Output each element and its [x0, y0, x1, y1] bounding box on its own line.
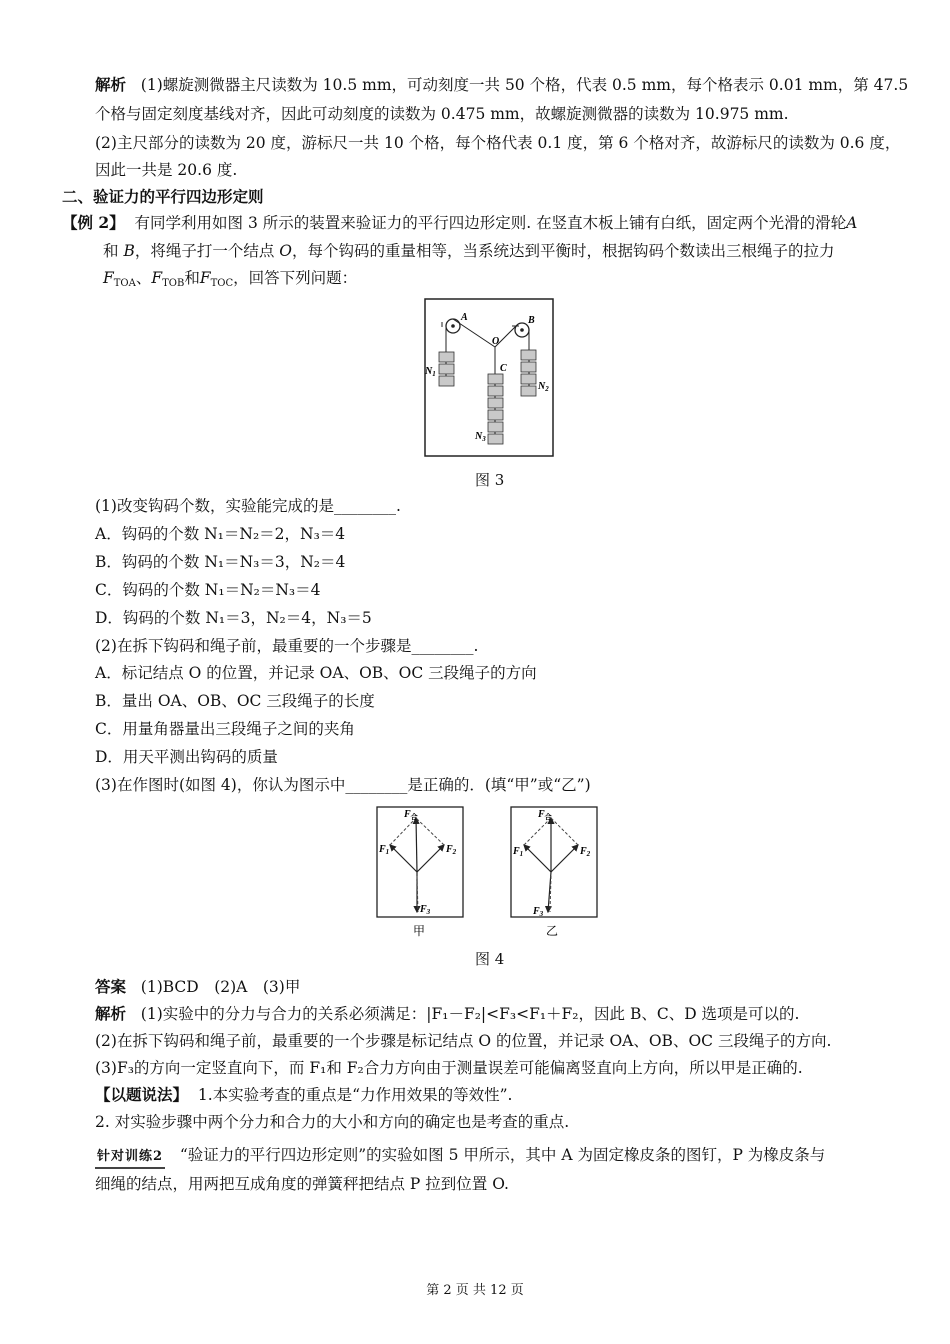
example-text-and: 和	[103, 242, 119, 260]
label-n1-sub: 1	[432, 370, 436, 378]
q2-option-c: C．用量角器量出三段绳子之间的夹角	[95, 720, 355, 738]
label-n3-sub: 3	[482, 435, 486, 443]
analysis1-line-3: (2)主尺部分的读数为 20 度，游标尺一共 10 个格，每个格代表 0.1 度，第 6 个格对齐，故游标尺的读数为 0.6 度，	[95, 134, 901, 152]
label-n2: N	[538, 381, 546, 392]
analysis1-label: 解析	[95, 75, 127, 94]
q2-stem: (2)在拆下钩码和绳子前，最重要的一个步骤是________.	[95, 637, 479, 655]
analysis1-line-2: 个格与固定刻度基线对齐，因此可动刻度的读数为 0.475 mm，故螺旋测微器的读数为 10.975 mm.	[95, 105, 789, 123]
yi-f2-sub: 2	[586, 850, 591, 858]
q3-stem: (3)在作图时(如图 4)，你认为图示中________是正确的．(填“甲”或“乙”)	[95, 776, 591, 794]
q1-option-a: A．钩码的个数 N₁＝N₂＝2，N₃＝4	[95, 525, 346, 543]
analysis2-line-3: (3)F₃的方向一定竖直向下，而 F₁和 F₂合力方向由于测量误差可能偏离竖直向上方向，所以甲是正确的.	[95, 1059, 803, 1077]
force-f-tob: F	[151, 269, 163, 287]
q1-stem: (1)改变钩码个数，实验能完成的是________.	[95, 497, 401, 515]
analysis2-text-1: (1)实验中的分力与合力的关系必须满足：|F₁－F₂|<F₃<F₁＋F₂，因此 B、C、D 选项是可以的.	[140, 1005, 800, 1023]
practice-text-1: “验证力的平行四边形定则”的实验如图 5 甲所示，其中 A 为固定橡皮条的图钉，P 为橡皮条与	[179, 1146, 826, 1164]
analysis2-label: 解析	[95, 1004, 127, 1023]
answer-label: 答案	[95, 977, 127, 996]
q2-option-b: B．量出 OA、OB、OC 三段绳子的长度	[95, 692, 375, 710]
section-title: 二、验证力的平行四边形定则	[62, 188, 264, 206]
example-line-2	[103, 241, 835, 261]
label-o: O	[492, 336, 500, 347]
analysis1-line-1	[95, 75, 908, 95]
jia-fhe-f: F	[404, 809, 411, 820]
yi-f1-f: F	[513, 846, 520, 857]
yi-fhe-f: F	[538, 809, 545, 820]
label-c: C	[500, 363, 507, 374]
analysis1-text-1: (1)螺旋测微器主尺读数为 10.5 mm，可动刻度一共 50 个格，代表 0.5 mm，每个格表示 0.01 mm，第 47.5	[140, 76, 909, 94]
example-text-o: O	[279, 242, 293, 260]
jia-f2-f: F	[446, 844, 453, 855]
practice-tag: 针对训练2	[95, 1147, 165, 1169]
q2-option-d: D．用天平测出钩码的质量	[95, 748, 278, 766]
force-f-toa-sub: TOA	[113, 278, 136, 289]
yi-fhe-sub: 合	[544, 813, 552, 821]
jia-f1-sub: 1	[385, 848, 390, 856]
q1-option-b: B．钩码的个数 N₁＝N₃＝3，N₂＝4	[95, 553, 346, 571]
summary-line-1	[95, 1085, 512, 1105]
jia-label: 甲	[413, 924, 426, 938]
label-n2-sub: 2	[545, 385, 549, 393]
force-f-toa: F	[103, 269, 114, 287]
figure-3-caption: 图 3	[475, 471, 505, 489]
answer-text: (1)BCD (2)A (3)甲	[140, 978, 301, 996]
label-n3: N	[475, 431, 483, 442]
example-tag: 【例 2】	[62, 213, 125, 232]
practice-line-2: 细绳的结点，用两把互成角度的弹簧秤把结点 P 拉到位置 O.	[95, 1175, 509, 1193]
figure-3-apparatus	[424, 298, 554, 458]
example-text-rest: ，每个钩码的重量相等，当系统达到平衡时，根据钩码个数读出三根绳子的拉力	[292, 242, 835, 260]
example-text-b: B	[123, 242, 135, 260]
example-and: 和	[184, 269, 200, 287]
yi-f3-f: F	[533, 906, 540, 917]
example-text-1: 有同学利用如图 3 所示的装置来验证力的平行四边形定则. 在竖直木板上铺有白纸，固定两个光滑的滑轮	[134, 214, 847, 232]
answer-line	[95, 977, 300, 997]
jia-fhe-sub: 合	[410, 813, 418, 821]
summary-tag: 【以题说法】	[95, 1085, 189, 1104]
q2-option-a: A．标记结点 O 的位置，并记录 OA、OB、OC 三段绳子的方向	[95, 664, 537, 682]
analysis2-line-2: (2)在拆下钩码和绳子前，最重要的一个步骤是标记结点 O 的位置，并记录 OA、OB、OC 三段绳子的方向.	[95, 1032, 832, 1050]
label-b: B	[528, 315, 535, 326]
yi-label: 乙	[546, 924, 559, 938]
yi-f1-sub: 1	[519, 850, 524, 858]
label-n1: N	[425, 366, 433, 377]
force-f-toc: F	[199, 269, 211, 287]
figure-4-force-diagrams	[372, 804, 602, 942]
practice-line-1	[95, 1145, 825, 1169]
q1-option-c: C．钩码的个数 N₁＝N₂＝N₃＝4	[95, 581, 321, 599]
jia-f1-f: F	[379, 844, 386, 855]
summary-text-1: 1.本实验考查的重点是“力作用效果的等效性”.	[197, 1086, 513, 1104]
q1-option-d: D．钩码的个数 N₁＝3，N₂＝4，N₃＝5	[95, 609, 372, 627]
example-tail: ，回答下列问题：	[233, 269, 358, 287]
force-f-tob-sub: TOB	[162, 278, 185, 289]
force-f-toc-sub: TOC	[210, 278, 234, 289]
analysis2-line-1	[95, 1004, 799, 1024]
example-text-1-end: A	[846, 214, 858, 232]
summary-line-2: 2. 对实验步骤中两个分力和合力的大小和方向的确定也是考查的重点.	[95, 1113, 570, 1131]
label-a: A	[461, 312, 468, 323]
yi-f2-f: F	[580, 846, 587, 857]
jia-f2-sub: 2	[452, 848, 457, 856]
jia-f3-sub: 3	[426, 908, 431, 916]
yi-f3-sub: 3	[539, 910, 544, 918]
diagram-jia	[377, 807, 463, 938]
example-text-knot: ，将绳子打一个结点	[134, 242, 275, 260]
example-line-3	[103, 268, 357, 294]
example-line-1	[62, 213, 857, 233]
jia-f3-f: F	[420, 904, 427, 915]
analysis1-line-4: 因此一共是 20.6 度.	[95, 161, 238, 179]
figure-4-caption: 图 4	[475, 950, 505, 968]
page-footer: 第 2 页 共 12 页	[426, 1283, 524, 1298]
weights-n1	[439, 352, 454, 386]
diagram-yi	[511, 807, 597, 938]
example-sep: 、	[135, 269, 152, 287]
